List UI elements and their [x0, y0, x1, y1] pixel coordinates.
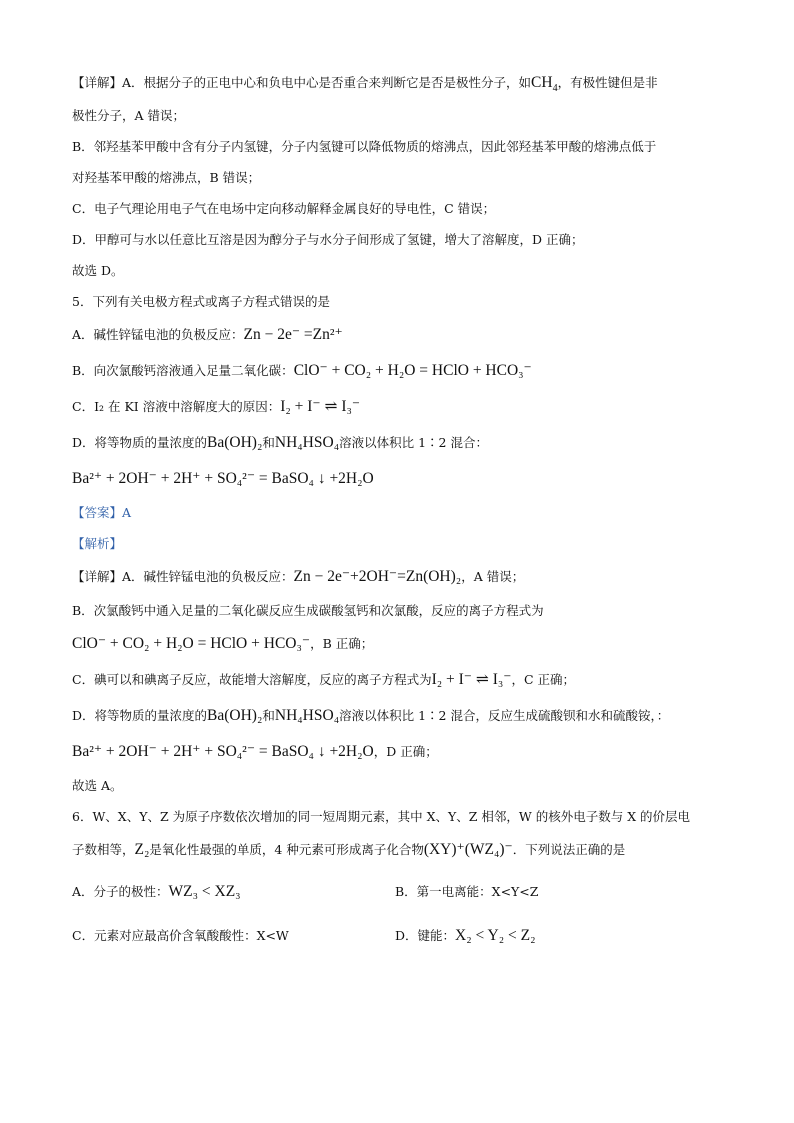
q5-answer: 【答案】A	[72, 505, 132, 520]
q5-ex-d-line1: D．将等物质的量浓度的Ba(OH)₂和NH₄HSO₄溶液以体积比 1∶2 混合，反应生成硫酸钡和水和硫酸铵，：	[72, 707, 670, 724]
q4-c-line: C．电子气理论用电子气在电场中定向移动解释金属良好的导电性，C 错误；	[72, 201, 496, 216]
q4-a-line2: 极性分子，A 错误；	[72, 108, 186, 123]
nh4hso4-formula: NH₄HSO₄	[274, 434, 340, 451]
q5-option-c: C．I₂ 在 KI 溶液中溶解度大的原因：I₂ + I⁻ ⇌ I₃⁻	[72, 398, 361, 415]
q5-ex-c: C．碘可以和碘离子反应，故能增大溶解度，反应的离子方程式为I₂ + I⁻ ⇌ I₃⁻，C 正确；	[72, 671, 576, 688]
q4-a-line1: 【详解】A．根据分子的正电中心和负电中心是否重合来判断它是否是极性分子，如$CH_4$，有极性键但是非	[72, 74, 658, 95]
q5-opt-b-equation: ClO⁻ + CO₂ + H₂O = HClO + HCO₃⁻	[293, 362, 532, 379]
q5-opt-a-equation: Zn − 2e⁻ =Zn²⁺	[243, 326, 343, 343]
document-page	[72, 66, 732, 954]
q5-analysis-heading: 【解析】	[72, 536, 123, 551]
q4-choice: 故选 D。	[72, 263, 124, 278]
q5-option-b: B．向次氯酸钙溶液通入足量二氧化碳：ClO⁻ + CO₂ + H₂O = HClO + HCO₃⁻	[72, 362, 532, 379]
q5-ex-c-equation: I₂ + I⁻ ⇌ I₃⁻	[431, 671, 512, 688]
baoh2-formula-2: Ba(OH)₂	[207, 707, 263, 724]
q4-b-line1: B．邻羟基苯甲酸中含有分子内氢键，分子内氢键可以降低物质的熔沸点，因此邻羟基苯甲酸的熔沸点低于	[72, 139, 657, 154]
q6-option-b: B．第一电离能：X<Y<Z	[395, 884, 539, 899]
q5-stem: 5．下列有关电极方程式或离子方程式错误的是	[72, 294, 330, 309]
q5-option-d: D．将等物质的量浓度的Ba(OH)₂和NH₄HSO₄溶液以体积比 1∶2 混合：	[72, 434, 488, 451]
nh4hso4-formula-2: NH₄HSO₄	[274, 707, 340, 724]
q6-option-a: A．分子的极性：WZ₃ < XZ₃	[72, 883, 241, 900]
ch4-formula: $CH_4$	[531, 74, 558, 95]
q5-ex-b-equation: ClO⁻ + CO₂ + H₂O = HClO + HCO₃⁻	[72, 635, 311, 652]
z2-formula: Z₂	[134, 841, 150, 858]
q6-stem-line2: 子数相等，Z₂是氧化性最强的单质，4 种元素可形成离子化合物(XY)⁺(WZ₄)⁻．下列说法正确的是	[72, 841, 626, 858]
q5-ex-d-line2: Ba²⁺ + 2OH⁻ + 2H⁺ + SO₄²⁻ = BaSO₄ ↓ +2H₂O，D 正确；	[72, 743, 438, 760]
q5-option-a: A．碱性锌锰电池的负极反应：Zn − 2e⁻ =Zn²⁺	[72, 326, 343, 343]
q5-opt-c-equation: I₂ + I⁻ ⇌ I₃⁻	[280, 398, 361, 415]
q6-option-c: C．元素对应最高价含氧酸酸性：X<W	[72, 928, 289, 943]
q5-ex-a: 【详解】A．碱性锌锰电池的负极反应：Zn − 2e⁻+2OH⁻=Zn(OH)₂，A 错误；	[72, 568, 525, 585]
q5-ex-d-equation: Ba²⁺ + 2OH⁻ + 2H⁺ + SO₄²⁻ = BaSO₄ ↓ +2H₂O	[72, 743, 374, 760]
q5-choice: 故选 A。	[72, 778, 123, 793]
q6-option-d: D．键能：X₂ < Y₂ < Z₂	[395, 927, 536, 944]
q6-options-row1	[72, 874, 732, 910]
q5-ex-a-equation: Zn − 2e⁻+2OH⁻=Zn(OH)₂	[293, 568, 462, 585]
q5-opt-d-equation: Ba²⁺ + 2OH⁻ + 2H⁺ + SO₄²⁻ = BaSO₄ ↓ +2H₂O	[72, 470, 374, 487]
q4-b-line2: 对羟基苯甲酸的熔沸点，B 错误；	[72, 170, 261, 185]
q4-a-text: 【详解】A．根据分子的正电中心和负电中心是否重合来判断它是否是极性分子，如	[72, 75, 532, 90]
baoh2-formula: Ba(OH)₂	[207, 434, 263, 451]
q5-ex-b-line1: B．次氯酸钙中通入足量的二氧化碳反应生成碳酸氢钙和次氯酸，反应的离子方程式为	[72, 603, 544, 618]
q4-d-line: D．甲醇可与水以任意比互溶是因为醇分子与水分子间形成了氢键，增大了溶解度，D 正确；	[72, 232, 584, 247]
ionic-compound-formula: (XY)⁺(WZ₄)⁻	[423, 841, 513, 858]
q6-options-row2	[72, 918, 732, 954]
q6-stem-line1: 6．W、X、Y、Z 为原子序数依次增加的同一短周期元素，其中 X、Y、Z 相邻，W 的核外电子数与 X 的价层电	[72, 809, 691, 824]
q5-ex-b-line2: ClO⁻ + CO₂ + H₂O = HClO + HCO₃⁻，B 正确；	[72, 635, 374, 652]
